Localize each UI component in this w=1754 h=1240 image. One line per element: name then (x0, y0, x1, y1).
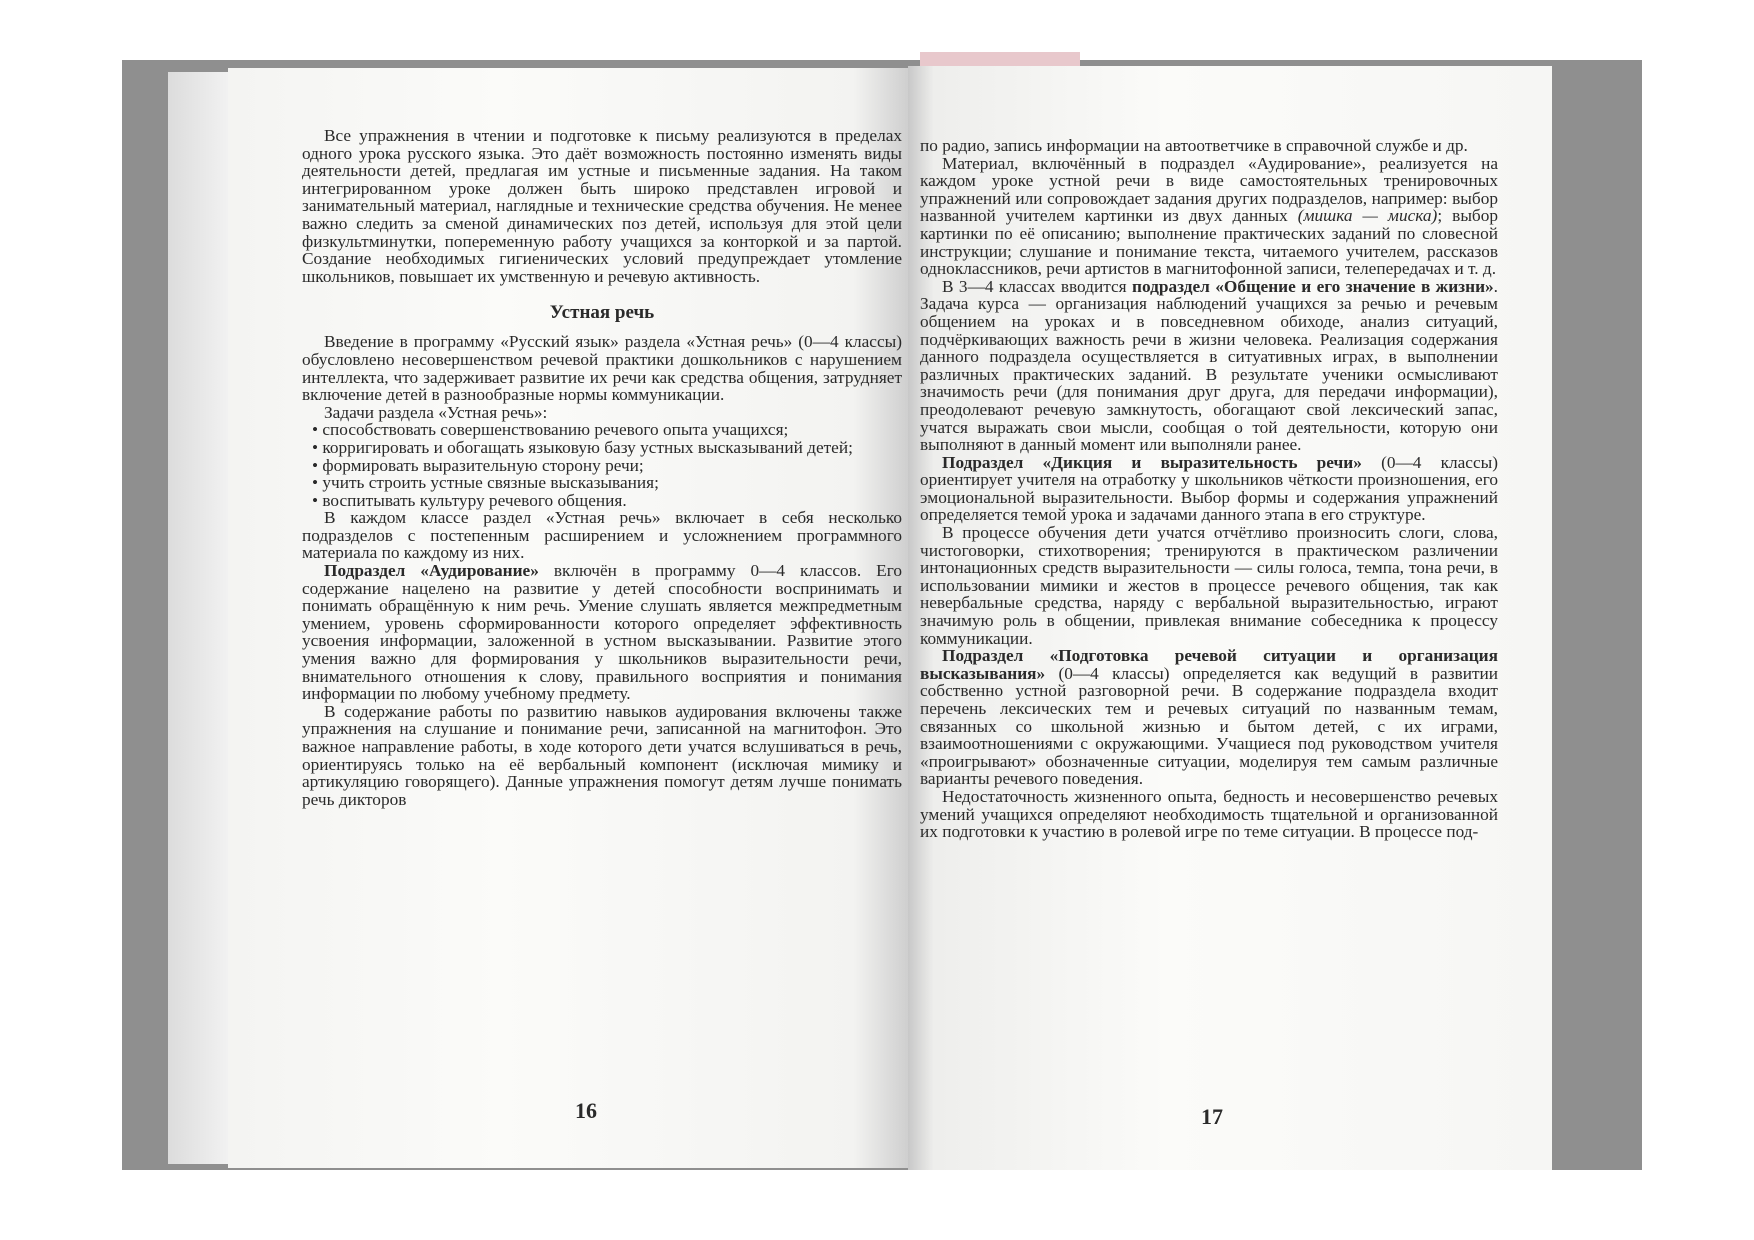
right-page-text (920, 137, 1498, 841)
paragraph-continued: по радио, запись информации на автоответчике в справочной службе и др. (920, 136, 1468, 155)
page-edges (168, 72, 230, 1164)
bullet-item: • корригировать и обогащать языковую базу устных высказываний детей; (312, 437, 853, 457)
bullet-item: • учить строить устные связные высказывания; (312, 473, 659, 493)
paragraph-material (920, 155, 1498, 278)
page-number: 17 (1201, 1104, 1223, 1129)
paragraph-audit (302, 562, 902, 703)
bullet-item: • способствовать совершенствованию речевого опыта учащихся; (312, 420, 789, 440)
paragraph-each-class: В каждом классе раздел «Устная речь» включает в себя несколько подразделов с постепенным расширением и усложнением программного материала по каждому из них. (302, 508, 902, 563)
paragraph-lack: Недостаточность жизненного опыта, бедность и несовершенство речевых умений учащихся определяют необходимость тщательной и организованной их подготовки к участию в ролевой игре по теме ситуации. В процессе под- (920, 786, 1498, 842)
paragraph-content: В содержание работы по развитию навыков аудирования включены также упражнения на слушание и понимание речи, записанной на магнитофон. Это важное направление работы, в ходе которого дети учатся вслушиваться в речь, ориентируясь только на её вербальный компонент (исключая мимику и артикуляцию говорящего). Данные упражнения помогут детям лучше понимать речь дикторов (302, 701, 902, 809)
paragraph-text: . Задача курса — организация наблюдений учащихся за речью и речевым общением на уроках и в повседневном обиходе, анализ ситуаций, подчёркивающих важность речи в жизни человека. Реализация содержания данного подраздела осуществляется в ситуативных играх, в выполнении различных практических заданий. В результате ученики осмысливают значимость речи (для понимания друг друга, для передачи информации), преодолевают речевую замкнутость, обогащают свой лексический запас, учатся выражать свои мысли, сообщая о той деятельности, которую они выполняют в данный момент или выполняли ранее. (920, 276, 1498, 455)
subsection-heading: Подраздел «Аудирование» (324, 561, 539, 581)
example-italic: (мишка — миска) (1297, 206, 1438, 226)
subsection-heading: Подраздел «Подготовка речевой ситуации и организация высказывания» (920, 646, 1498, 683)
bullet-item: • формировать выразительную сторону речи; (312, 455, 644, 475)
left-page-text (302, 127, 902, 808)
paragraph-text: Материал, включённый в подраздел «Аудирование», реализуется на каждом уроке устной речи в виде самостоятельных тренировочных упражнений или сопровождает задания других подразделов, например: выбор названной учителем картинки из двух данных (920, 153, 1498, 226)
paragraph-learning: В процессе обучения дети учатся отчётливо произносить слоги, слова, чистоговорки, стихотворения; тренируются в практическом различении интонационных средств выразительности — силы голоса, темпа, тона речи, в использовании мимики и жестов в процессе речевого общения, так как невербальные средства, наряду с вербальной выразительностью, играют значимую роль в общении, привлекая внимание собеседника к процессу коммуникации. (920, 523, 1498, 648)
page-number: 16 (575, 1098, 597, 1123)
subsection-heading: подраздел «Общение и его значение в жизни» (1132, 276, 1494, 296)
paragraph-communication (920, 278, 1498, 454)
paragraph-text: (0—4 классы) определяется как ведущий в развитии собственно устной разговорной речи. В содержание подраздела входит перечень лексических тем и речевых ситуаций по названным темам, связанных со школьной жизнью и бытом детей, с их играми, взаимоотношениями с окружающими. Учащиеся под руководством учителя «проигрывают» обозначенные ситуации, моделируя тем самым различные варианты речевого поведения. (920, 663, 1498, 789)
paragraph-diction (920, 454, 1498, 524)
bullet-item: • воспитывать культуру речевого общения. (312, 490, 627, 510)
tasks-intro: Задачи раздела «Устная речь»: (324, 402, 548, 422)
paragraph-text: ; выбор картинки по её описанию; выполнение практических заданий по словесной инструкции; слушание и понимание текста, читаемого учителем, рассказов одноклассников, речи артистов в магнитофонной записи, телепередачах и т. д. (920, 206, 1498, 279)
paragraph-intro: Все упражнения в чтении и подготовке к письму реализуются в пределах одного урока русского языка. Это даёт возможность постоянно изменять виды деятельности детей, предлагая им устные и письменные задания. На таком интегрированном уроке должен быть широко представлен игровой и занимательный материал, наглядные и технические средства обучения. Не менее важно следить за сменой динамических поз детей, используя для этой цели физкультминутки, попеременную работу учащихся за конторкой и за партой. Создание необходимых гигиенических условий предупреждает утомление школьников, повышает их умственную и речевую активность. (302, 126, 902, 286)
paragraph-text: В 3—4 классах вводится (942, 276, 1133, 296)
section-title: Устная речь (549, 302, 655, 324)
paragraph-text: (0—4 классы) ориентирует учителя на отработку у школьников чёткости произношения, его эмоциональной выразительности. Выбор формы и содержания упражнений определяется темой урока и задачами данного этапа в его структуре. (920, 452, 1498, 525)
paragraph-preparation (920, 647, 1498, 788)
subsection-heading: Подраздел «Дикция и выразительность речи» (942, 452, 1362, 472)
paragraph-program: Введение в программу «Русский язык» раздела «Устная речь» (0—4 классы) обусловлено несовершенством речевой практики дошкольников с нарушением интеллекта, что задерживает развитие их речи как средства общения, затрудняет включение детей в разнообразные нормы коммуникации. (302, 332, 902, 405)
paragraph-text: включён в программу 0—4 классов. Его содержание нацелено на развитие у детей способности воспринимать и понимать обращённую к ним речь. Умение слушать является межпредметным умением, уровень сформированности которого определяет эффективность усвоения информации, заложенной в устном высказывании. Развитие этого умения важно для формирования у школьников выразительности речи, внимательного отношения к слову, правильного восприятия и понимания информации по любому учебному предмету. (302, 561, 902, 704)
